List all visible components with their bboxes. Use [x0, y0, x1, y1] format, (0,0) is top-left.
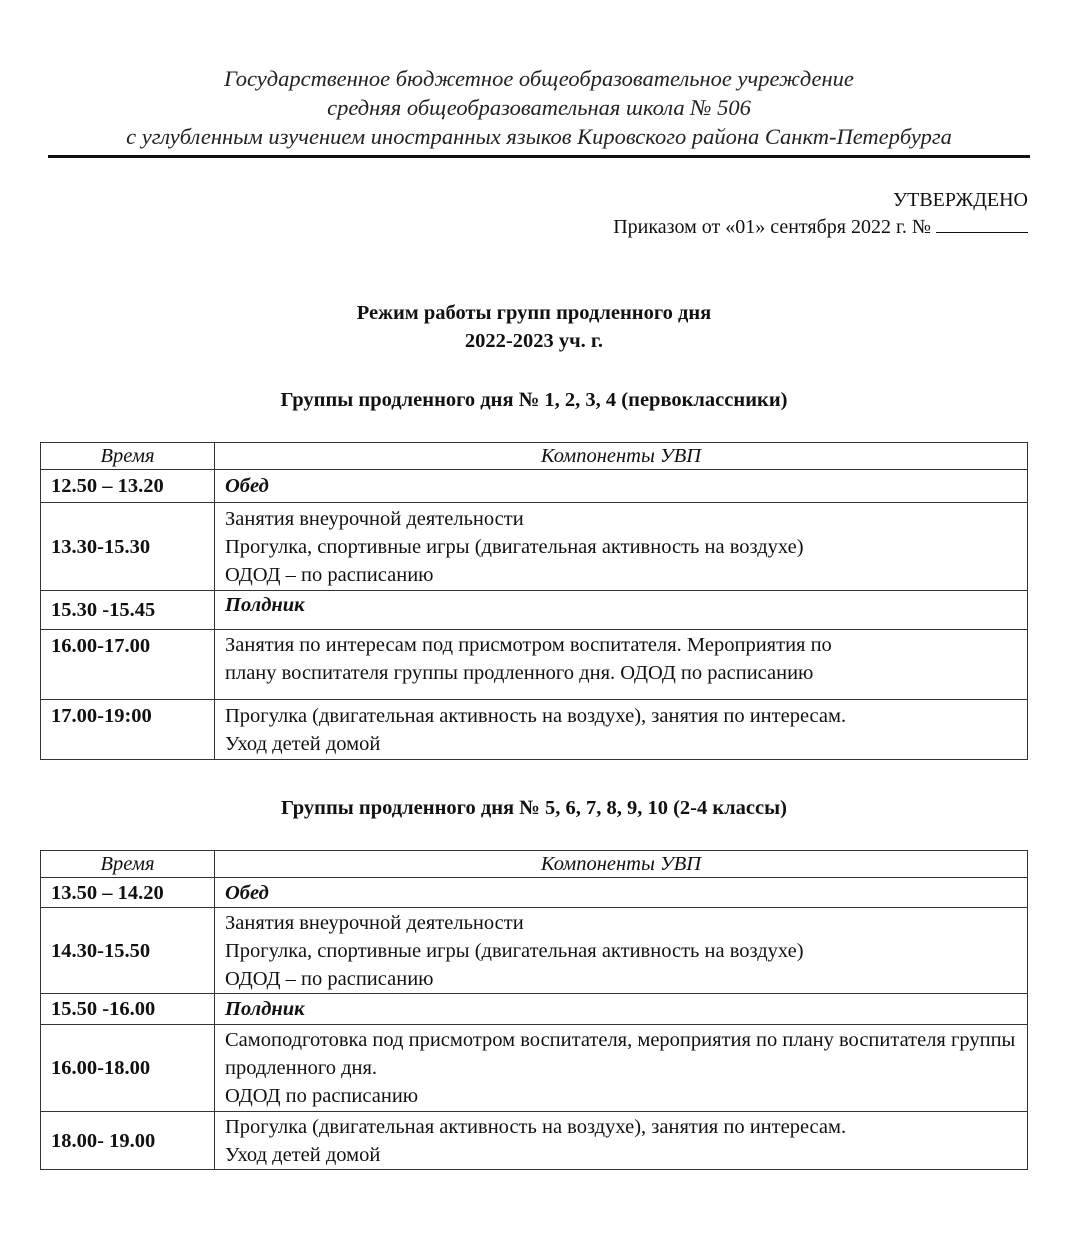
row-time: 16.00-17.00	[41, 630, 215, 700]
table-row	[41, 1112, 1028, 1170]
row-time: 15.50 -16.00	[41, 994, 215, 1025]
document-title-line-2: 2022-2023 уч. г.	[464, 330, 604, 352]
header-divider	[48, 155, 1030, 158]
row-activities	[215, 908, 1028, 994]
table-row	[41, 470, 1028, 503]
row-time: 17.00-19:00	[41, 700, 215, 760]
approval-order-text: Приказом от «01» сентября 2022 г. №	[613, 216, 931, 238]
approval-label: УТВЕРЖДЕНО	[892, 189, 1028, 211]
row-activities	[215, 503, 1028, 591]
org-name-line-3: с углубленным изучением иностранных языков Кировского района Санкт-Петербурга	[126, 124, 952, 149]
schedule-table-1	[40, 442, 1028, 760]
table-row	[41, 908, 1028, 994]
activity-line: ОДОД по расписанию	[225, 1085, 419, 1107]
table-row	[41, 700, 1028, 760]
column-header-time: Время	[41, 851, 215, 878]
row-time: 15.30 -15.45	[41, 591, 215, 630]
activity-line: Самоподготовка под присмотром воспитателя, мероприятия по плану воспитателя группы продленного дня.	[225, 1029, 1016, 1079]
row-activity: Обед	[215, 470, 1028, 503]
table-row	[41, 503, 1028, 591]
column-header-components: Компоненты УВП	[215, 443, 1028, 470]
approval-block	[613, 187, 1028, 241]
table-row	[41, 1025, 1028, 1112]
activity-line: плану воспитателя группы продленного дня. ОДОД по расписанию	[225, 662, 814, 684]
row-activities	[215, 700, 1028, 760]
row-time: 12.50 – 13.20	[41, 470, 215, 503]
row-time: 13.30-15.30	[41, 503, 215, 591]
activity-line: Прогулка, спортивные игры (двигательная активность на воздухе)	[225, 939, 804, 962]
row-activity: Обед	[215, 878, 1028, 908]
table-row	[41, 994, 1028, 1025]
table-row	[41, 591, 1028, 630]
table-header-row	[41, 851, 1028, 878]
document-title	[40, 299, 1028, 355]
activity-line: Прогулка (двигательная активность на воздухе), занятия по интересам.	[225, 1115, 847, 1138]
activity-line: Уход детей домой	[225, 733, 381, 755]
activity-line: ОДОД – по расписанию	[225, 563, 434, 586]
activity-line: Занятия по интересам под присмотром воспитателя. Мероприятия по	[225, 634, 832, 656]
row-time: 18.00- 19.00	[41, 1112, 215, 1170]
row-time: 14.30-15.50	[41, 908, 215, 994]
approval-order-line	[613, 214, 1028, 241]
row-activity: Полдник	[215, 591, 1028, 630]
table-row	[41, 630, 1028, 700]
activity-line: Прогулка (двигательная активность на воздухе), занятия по интересам.	[225, 705, 847, 727]
column-header-time: Время	[41, 443, 215, 470]
org-name-line-1: Государственное бюджетное общеобразовательное учреждение	[224, 66, 854, 91]
activity-line: Уход детей домой	[225, 1143, 381, 1166]
table-row	[41, 878, 1028, 908]
activity-line: Занятия внеурочной деятельности	[225, 507, 524, 530]
row-activities	[215, 1112, 1028, 1170]
row-activities	[215, 630, 1028, 700]
activity-line: Занятия внеурочной деятельности	[225, 911, 524, 934]
activity-line: ОДОД – по расписанию	[225, 967, 434, 990]
row-activities	[215, 1025, 1028, 1112]
row-activity: Полдник	[215, 994, 1028, 1025]
order-number-blank	[936, 214, 1028, 233]
schedule-table-2	[40, 850, 1028, 1170]
table-header-row	[41, 443, 1028, 470]
column-header-components: Компоненты УВП	[215, 851, 1028, 878]
organization-header	[48, 64, 1030, 151]
row-time: 16.00-18.00	[41, 1025, 215, 1112]
activity-line: Прогулка, спортивные игры (двигательная активность на воздухе)	[225, 535, 804, 558]
table-1-heading: Группы продленного дня № 1, 2, 3, 4 (первоклассники)	[280, 389, 788, 411]
row-time: 13.50 – 14.20	[41, 878, 215, 908]
document-title-line-1: Режим работы групп продленного дня	[356, 302, 712, 324]
table-2-heading: Группы продленного дня № 5, 6, 7, 8, 9, 10 (2-4 классы)	[281, 797, 787, 819]
org-name-line-2: средняя общеобразовательная школа № 506	[327, 95, 751, 120]
